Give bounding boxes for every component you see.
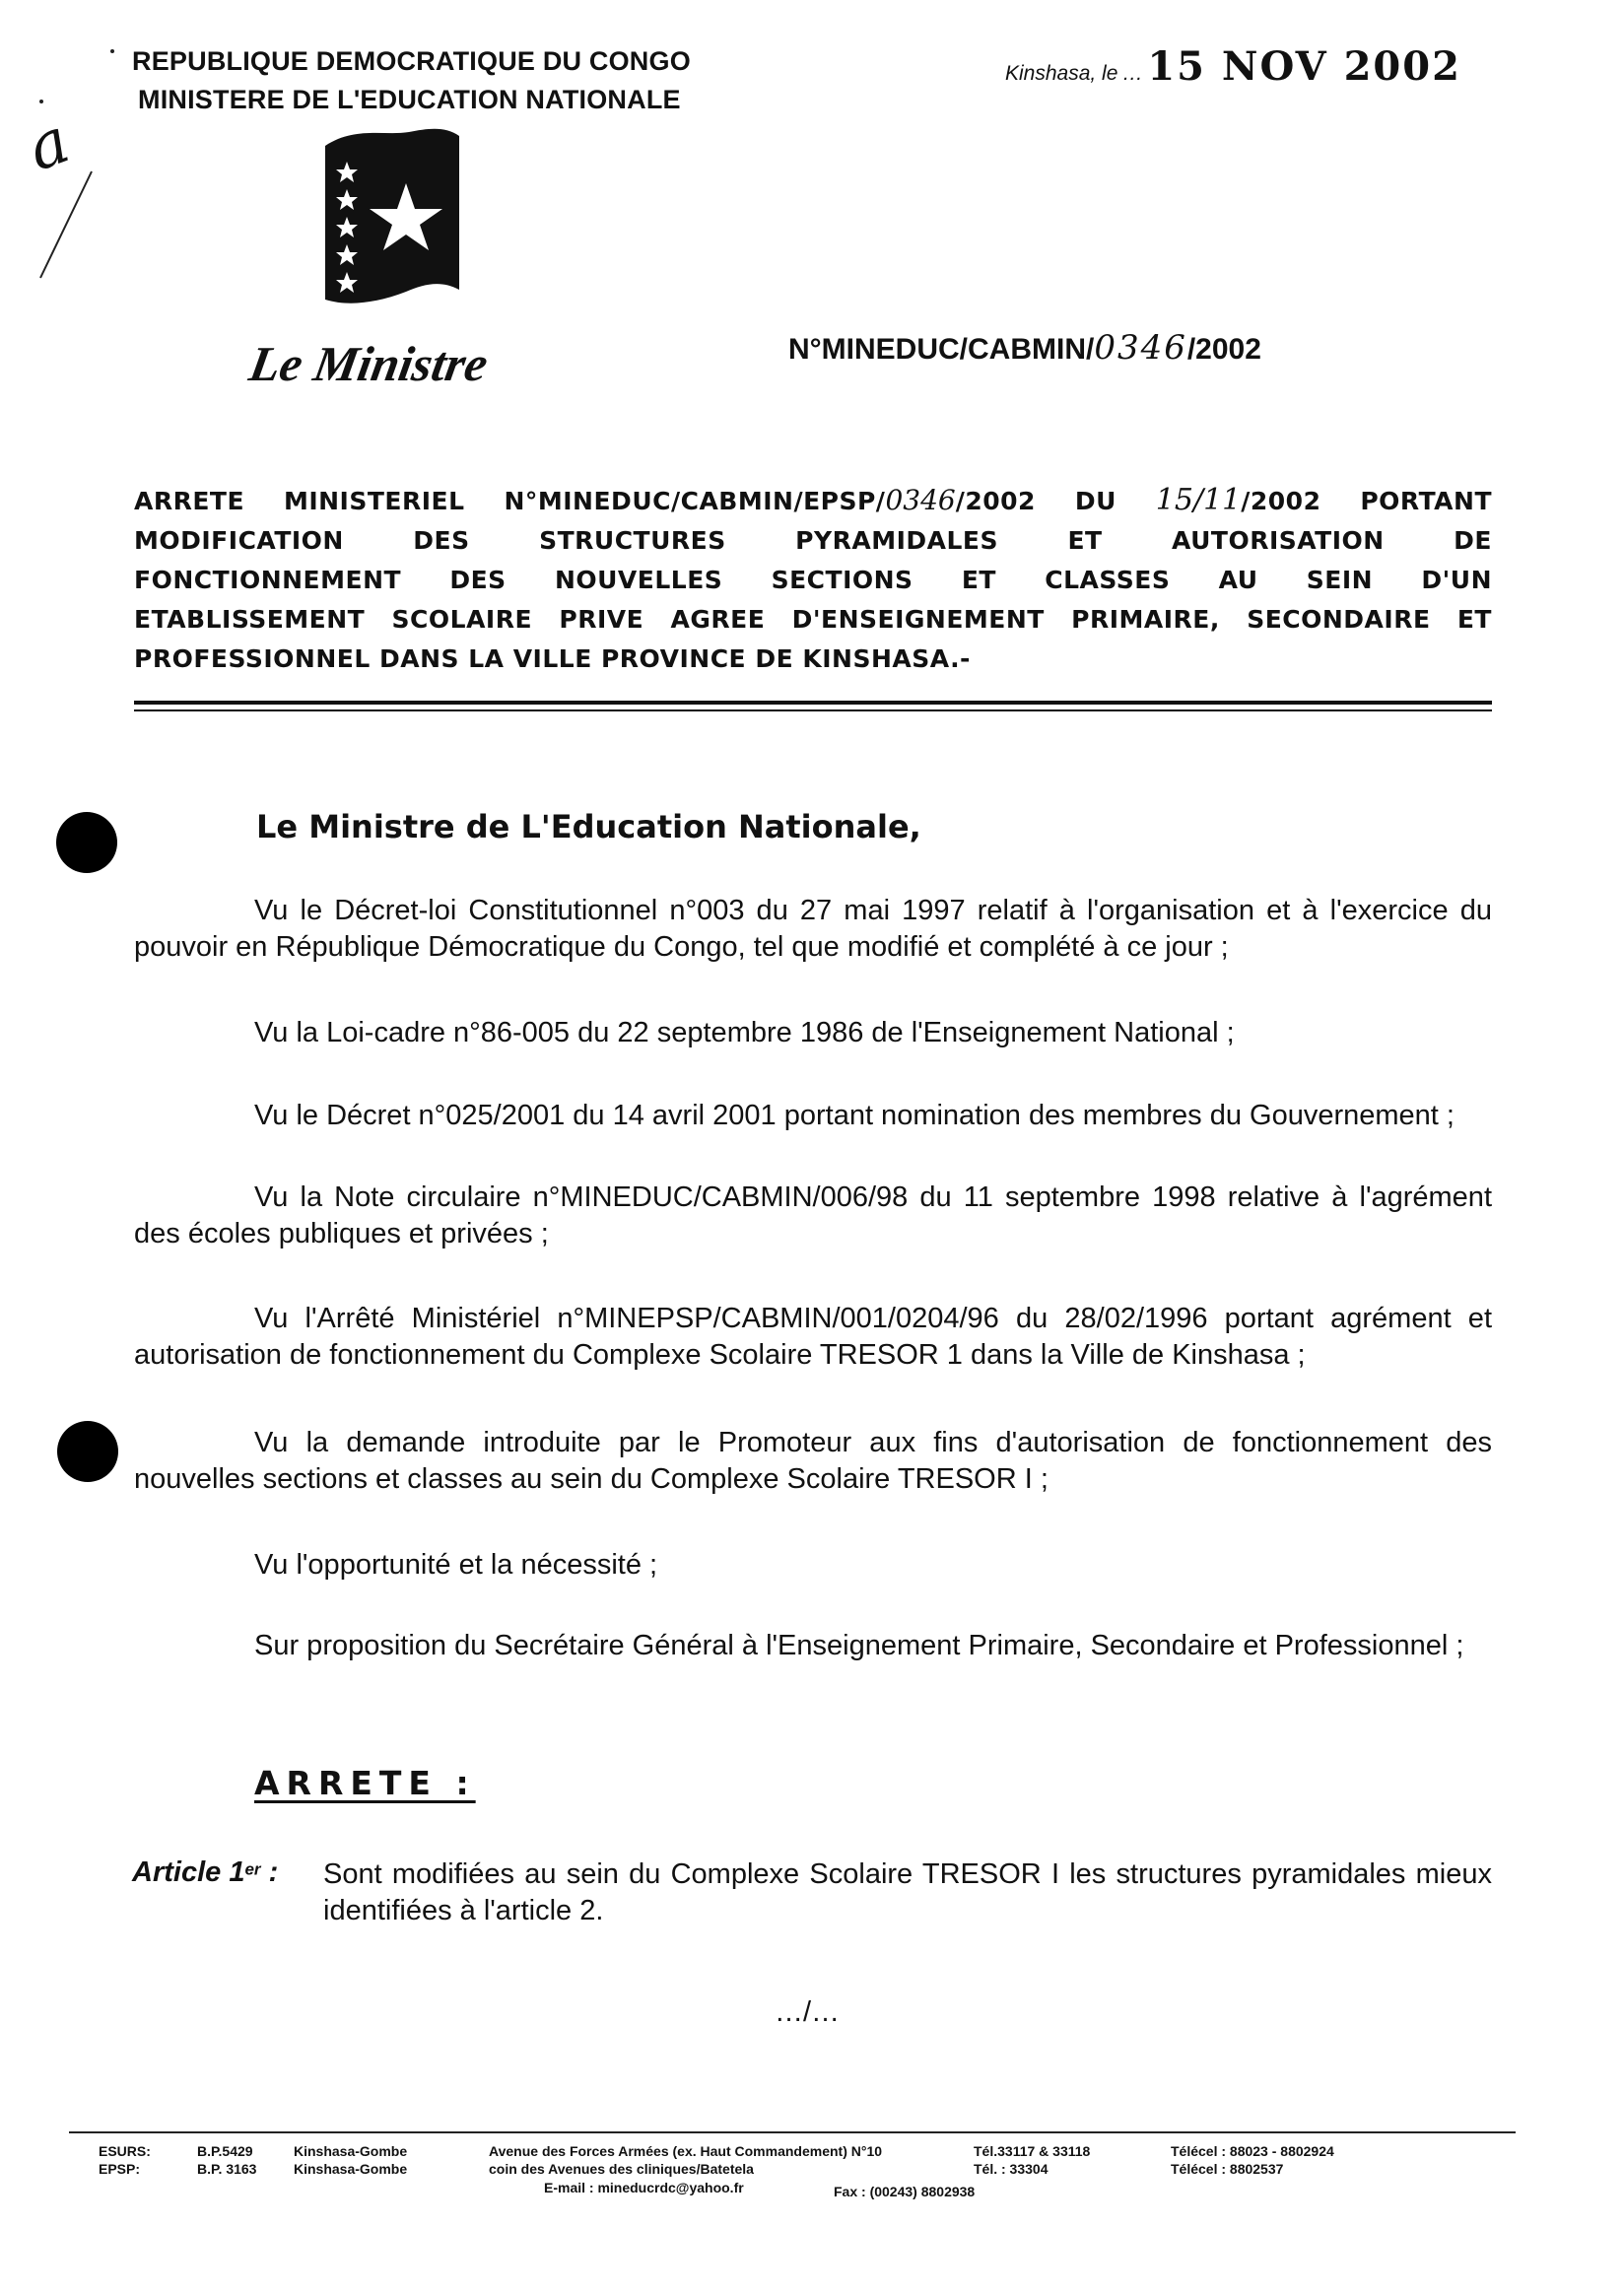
- paragraph-4: Vu la Note circulaire n°MINEDUC/CABMIN/006/98 du 11 septembre 1998 relative à l'agrément des écoles publiques et privées ;: [134, 1181, 1492, 1249]
- title-divider: [134, 709, 1492, 711]
- title-line-5: PROFESSIONNEL DANS LA VILLE PROVINCE DE KINSHASA.-: [134, 644, 971, 673]
- title-divider: [134, 701, 1492, 705]
- title-line-2: MODIFICATION DES STRUCTURES PYRAMIDALES ET AUTORISATION DE: [134, 526, 1492, 555]
- title-line-3: FONCTIONNEMENT DES NOUVELLES SECTIONS ET CLASSES AU SEIN D'UN: [134, 566, 1492, 594]
- footer-tel-2: Tél. : 33304: [974, 2161, 1049, 2177]
- paragraph-8: Sur proposition du Secrétaire Général à l'Enseignement Primaire, Secondaire et Professionnel ;: [254, 1630, 1464, 1661]
- paragraph-2: Vu la Loi-cadre n°86-005 du 22 septembre 1986 de l'Enseignement National ;: [254, 1017, 1235, 1048]
- title-line-4: ETABLISSEMENT SCOLAIRE PRIVE AGREE D'ENSEIGNEMENT PRIMAIRE, SECONDAIRE ET: [134, 605, 1492, 634]
- margin-annotation: [18, 103, 81, 186]
- footer-telecel-1: Télécel : 88023 - 8802924: [1171, 2143, 1334, 2159]
- footer-esurs-label: ESURS:: [99, 2143, 151, 2159]
- margin-dot: [110, 49, 114, 53]
- paragraph-6: Vu la demande introduite par le Promoteur aux fins d'autorisation de fonctionnement des nouvelles sections et classes au sein du Complexe Scolaire TRESOR I ;: [134, 1427, 1492, 1495]
- footer-esurs-city: Kinshasa-Gombe: [294, 2143, 408, 2159]
- paragraph-7: Vu l'opportunité et la nécessité ;: [254, 1549, 658, 1581]
- article-1-label: Article 1er :: [132, 1856, 279, 1888]
- arrete-heading: ARRETE :: [254, 1764, 476, 1802]
- footer-epsp-label: EPSP:: [99, 2161, 141, 2177]
- article-1-text: Sont modifiées au sein du Complexe Scolaire TRESOR I les structures pyramidales mieux identifiées à l'article 2.: [323, 1858, 1492, 1926]
- footer-divider: [69, 2131, 1516, 2133]
- footer-address-2: coin des Avenues des cliniques/Batetela: [489, 2161, 754, 2177]
- minister-heading: Le Ministre de L'Education Nationale,: [256, 808, 921, 845]
- footer-address-1: Avenue des Forces Armées (ex. Haut Commandement) N°10: [489, 2143, 883, 2159]
- margin-dot: [39, 100, 43, 103]
- punch-hole-mark: [56, 812, 117, 873]
- minister-signature: Le Ministre: [245, 336, 493, 391]
- handwritten-date: 15 NOV 2002: [1147, 43, 1461, 90]
- paragraph-3: Vu le Décret n°025/2001 du 14 avril 2001 portant nomination des membres du Gouvernement ;: [254, 1100, 1455, 1131]
- margin-note: a: [18, 103, 81, 186]
- title-line-1: ARRETE MINISTERIEL N°MINEDUC/CABMIN/EPSP/0346/2002 DU 15/11/2002 PORTANT: [134, 483, 1493, 517]
- country-name: REPUBLIQUE DEMOCRATIQUE DU CONGO: [132, 46, 691, 76]
- footer-tel-1: Tél.33117 & 33118: [974, 2143, 1091, 2159]
- footer-esurs-bp: B.P.5429: [197, 2143, 253, 2159]
- ref-handwritten: 0346: [1094, 328, 1187, 368]
- ref-prefix: N°MINEDUC/CABMIN/: [788, 333, 1095, 366]
- paragraph-5: Vu l'Arrêté Ministériel n°MINEPSP/CABMIN/001/0204/96 du 28/02/1996 portant agrément et autorisation de fonctionnement du Complexe Scolaire TRESOR 1 dans la Ville de Kinshasa ;: [134, 1303, 1492, 1371]
- footer-epsp-bp: B.P. 3163: [197, 2161, 257, 2177]
- page-continuation: …/…: [775, 1996, 841, 2028]
- decree-title: [134, 481, 1492, 679]
- paragraph-1: Vu le Décret-loi Constitutionnel n°003 du 27 mai 1997 relatif à l'organisation et à l'exercice du pouvoir en République Démocratique du Congo, tel que modifié et complété à ce jour ;: [134, 895, 1492, 963]
- reference-number: [788, 328, 1261, 368]
- flag-emblem-icon: [315, 122, 463, 319]
- ref-suffix: /2002: [1186, 333, 1261, 366]
- punch-hole-mark: [57, 1421, 118, 1482]
- margin-stroke-icon: [34, 168, 103, 286]
- city-date-prefix: Kinshasa, le: [1005, 62, 1118, 85]
- ministry-name: MINISTERE DE L'EDUCATION NATIONALE: [138, 85, 681, 114]
- footer-fax: Fax : (00243) 8802938: [834, 2184, 976, 2199]
- city-date: Kinshasa, le … 15 NOV 2002: [1005, 43, 1461, 90]
- footer-email: E-mail : mineducrdc@yahoo.fr: [544, 2180, 744, 2195]
- footer-epsp-city: Kinshasa-Gombe: [294, 2161, 408, 2177]
- footer-telecel-2: Télécel : 8802537: [1171, 2161, 1284, 2177]
